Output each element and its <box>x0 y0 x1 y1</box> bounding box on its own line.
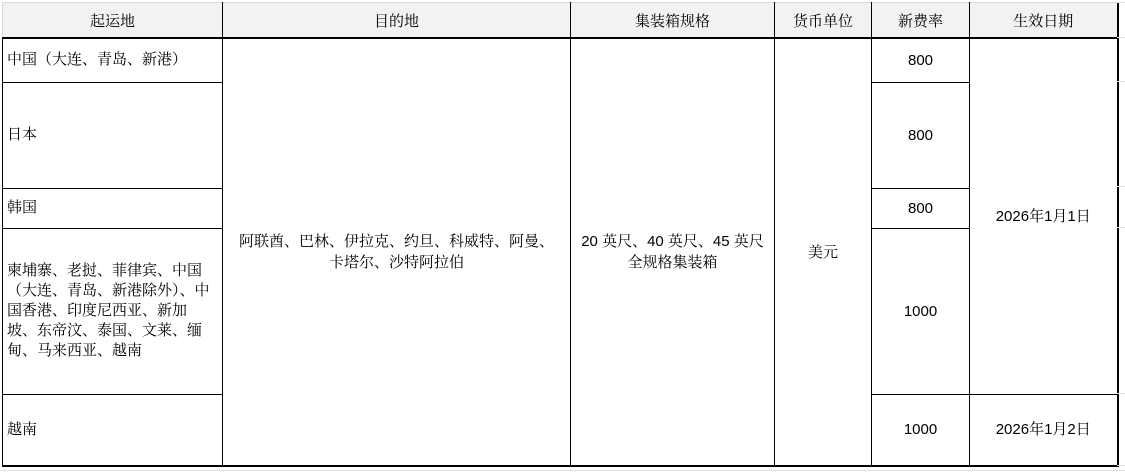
origin-cell-china[interactable]: 中国（大连、青岛、新港） <box>3 38 223 82</box>
column-header-origin[interactable]: 起运地 <box>3 3 223 39</box>
origin-cell-vietnam[interactable]: 越南 <box>3 394 223 466</box>
origin-cell-japan[interactable]: 日本 <box>3 82 223 188</box>
effective-date-cell-row5[interactable]: 2026年1月2日 <box>970 394 1118 466</box>
sheet-gridline-right-2 <box>1117 81 1125 82</box>
rate-cell-row2[interactable]: 800 <box>872 82 970 188</box>
table-row <box>3 38 1118 82</box>
sheet-gridline-right-1 <box>1117 37 1125 38</box>
rate-cell-row1[interactable]: 800 <box>872 38 970 82</box>
rate-cell-row3[interactable]: 800 <box>872 188 970 228</box>
sheet-gridline-right-4 <box>1117 227 1125 228</box>
sheet-gridline-right-5 <box>1117 393 1125 394</box>
container-spec-line-1: 20 英尺、40 英尺、45 英尺 <box>581 233 764 250</box>
sheet-gridline-right-3 <box>1117 186 1125 187</box>
container-spec-line-2: 全规格集装箱 <box>627 254 718 271</box>
column-header-effective-date[interactable]: 生效日期 <box>970 3 1118 39</box>
rate-cell-row4[interactable]: 1000 <box>872 228 970 394</box>
freight-rate-table <box>2 2 1119 467</box>
destination-line-1: 阿联酋、巴林、伊拉克、约旦、科威特、阿曼、 <box>238 233 554 250</box>
sheet-gridline-right-6 <box>1117 465 1125 466</box>
origin-cell-southeast-asia[interactable]: 柬埔寨、老挝、菲律宾、中国（大连、青岛、新港除外）、中国香港、印度尼西亚、新加坡、东帝汶、泰国、文莱、缅甸、马来西亚、越南 <box>3 228 223 394</box>
destination-cell[interactable] <box>223 38 571 466</box>
column-header-destination[interactable]: 目的地 <box>223 3 571 39</box>
header-row <box>3 3 1118 39</box>
currency-cell[interactable]: 美元 <box>775 38 872 466</box>
column-header-currency[interactable]: 货币单位 <box>775 3 872 39</box>
sheet-gridline-bottom <box>0 470 1125 471</box>
sheet-gridline-right-top <box>1117 2 1125 3</box>
column-header-container-spec[interactable]: 集装箱规格 <box>571 3 775 39</box>
container-spec-cell[interactable] <box>571 38 775 466</box>
rate-cell-row5[interactable]: 1000 <box>872 394 970 466</box>
effective-date-cell-rows1-4[interactable]: 2026年1月1日 <box>970 38 1118 394</box>
origin-cell-korea[interactable]: 韩国 <box>3 188 223 228</box>
column-header-new-rate[interactable]: 新费率 <box>872 3 970 39</box>
destination-line-2: 卡塔尔、沙特阿拉伯 <box>328 254 464 271</box>
